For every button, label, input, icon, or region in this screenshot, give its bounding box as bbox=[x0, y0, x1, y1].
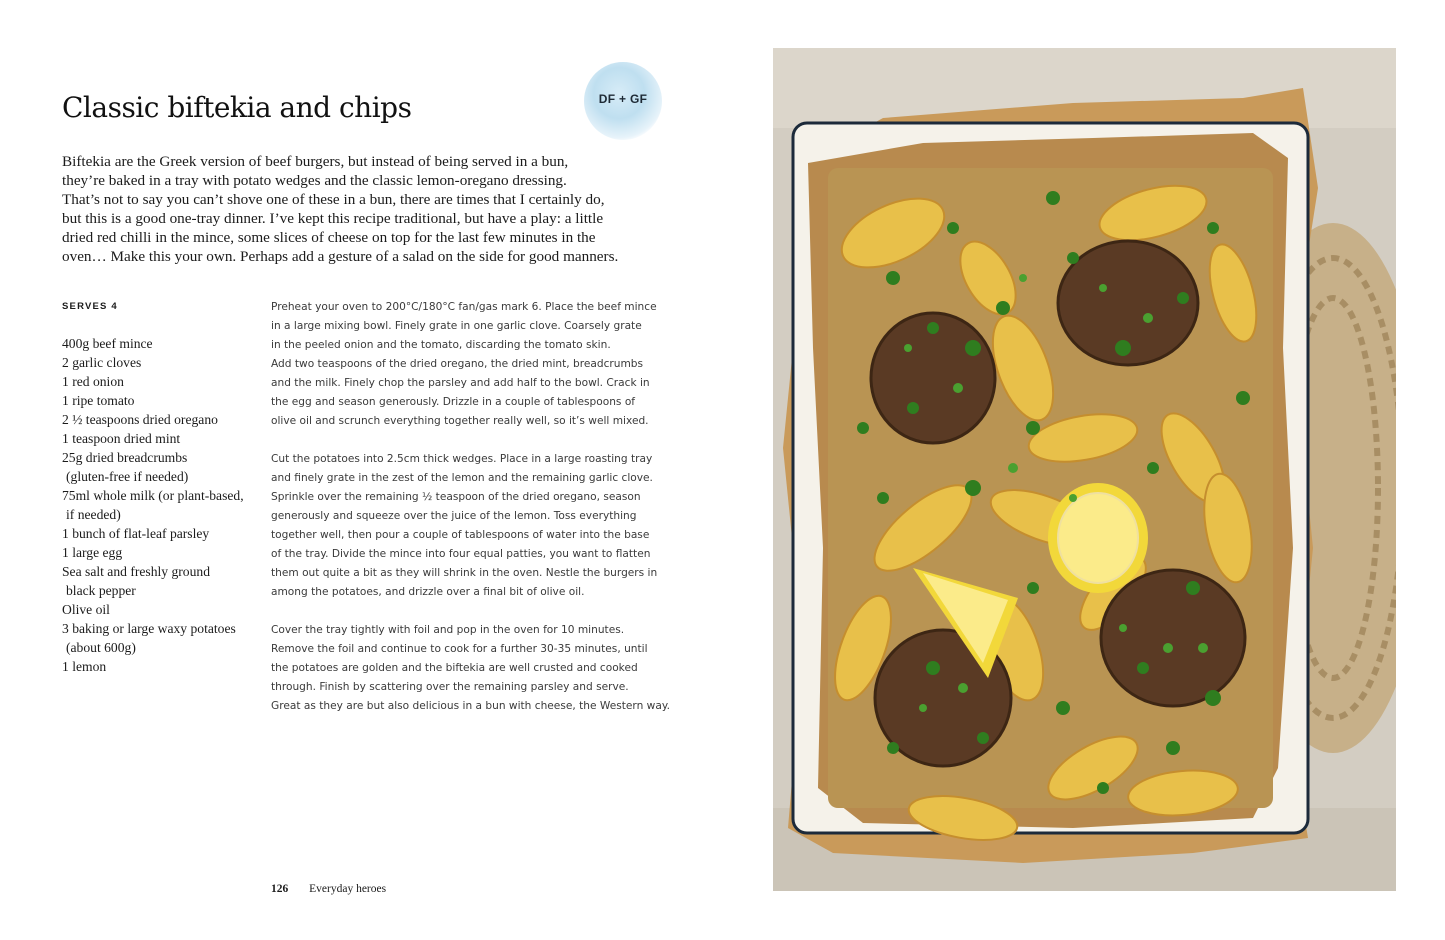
intro-line: dried red chilli in the mince, some slices of cheese on top for the last few minutes in the bbox=[62, 229, 596, 246]
intro-line: Biftekia are the Greek version of beef burgers, but instead of being served in a bun, bbox=[62, 153, 569, 170]
ingredient-item: Sea salt and freshly ground bbox=[62, 564, 210, 579]
ingredient-item: 2 garlic cloves bbox=[62, 355, 142, 370]
ingredient-item: 1 red onion bbox=[62, 374, 124, 389]
method-line: the egg and season generously. Drizzle in a couple of tablespoons of bbox=[271, 396, 636, 408]
intro-line: but this is a good one-tray dinner. I’ve kept this recipe traditional, but have a play: a little bbox=[62, 210, 604, 227]
page-number: 126 bbox=[271, 883, 289, 895]
page-footer bbox=[271, 883, 386, 895]
method-line: and finely grate in the zest of the lemon and the remaining garlic clove. bbox=[271, 472, 653, 484]
ingredient-item: 1 lemon bbox=[62, 659, 107, 674]
method-line: Cut the potatoes into 2.5cm thick wedges. Place in a large roasting tray bbox=[271, 453, 653, 465]
food-photo-illustration bbox=[773, 48, 1396, 891]
dietary-badge bbox=[584, 62, 662, 140]
ingredient-item-continued: if needed) bbox=[66, 507, 121, 522]
serves-label: SERVES 4 bbox=[62, 301, 118, 312]
ingredient-item: 75ml whole milk (or plant-based, bbox=[62, 488, 244, 503]
intro-line: That’s not to say you can’t shove one of these in a bun, there are times that I certainly do, bbox=[62, 191, 605, 208]
method-line: Sprinkle over the remaining ½ teaspoon of the dried oregano, season bbox=[271, 491, 641, 503]
ingredient-item: 1 teaspoon dried mint bbox=[62, 431, 181, 446]
section-name: Everyday heroes bbox=[309, 883, 387, 895]
ingredient-item: Olive oil bbox=[62, 602, 110, 617]
method-line: generously and squeeze over the juice of the lemon. Toss everything bbox=[271, 510, 637, 522]
method-line: Cover the tray tightly with foil and pop in the oven for 10 minutes. bbox=[271, 624, 625, 636]
method-line: Remove the foil and continue to cook for a further 30-35 minutes, until bbox=[271, 643, 648, 655]
dietary-badge-label: DF + GF bbox=[598, 92, 648, 106]
ingredient-item: 1 ripe tomato bbox=[62, 393, 135, 408]
method-line: in the peeled onion and the tomato, discarding the tomato skin. bbox=[271, 339, 611, 351]
recipe-title: Classic biftekia and chips bbox=[62, 90, 412, 124]
ingredient-item: 3 baking or large waxy potatoes bbox=[62, 621, 236, 636]
method-steps bbox=[271, 298, 671, 735]
ingredient-item-continued: (about 600g) bbox=[66, 640, 136, 655]
method-line: among the potatoes, and drizzle over a final bit of olive oil. bbox=[271, 586, 585, 598]
method-line: of the tray. Divide the mince into four equal patties, you want to flatten bbox=[271, 548, 651, 560]
intro-line: oven… Make this your own. Perhaps add a gesture of a salad on the side for good manners. bbox=[62, 248, 619, 265]
food-photo bbox=[773, 48, 1396, 891]
ingredient-item-continued: black pepper bbox=[66, 583, 136, 598]
method-paragraph bbox=[271, 621, 671, 716]
ingredient-item-continued: (gluten-free if needed) bbox=[66, 469, 189, 484]
ingredient-item: 400g beef mince bbox=[62, 336, 153, 351]
method-line: them out quite a bit as they will shrink in the oven. Nestle the burgers in bbox=[271, 567, 658, 579]
method-paragraph bbox=[271, 450, 671, 602]
recipe-intro bbox=[62, 152, 622, 266]
method-line: the potatoes are golden and the biftekia are well crusted and cooked bbox=[271, 662, 638, 674]
method-line: and the milk. Finely chop the parsley and add half to the bowl. Crack in bbox=[271, 377, 650, 389]
method-line: through. Finish by scattering over the remaining parsley and serve. bbox=[271, 681, 629, 693]
ingredient-list bbox=[62, 334, 262, 676]
method-line: olive oil and scrunch everything together really well, so it’s well mixed. bbox=[271, 415, 649, 427]
method-paragraph bbox=[271, 298, 671, 431]
method-line: Great as they are but also delicious in a bun with cheese, the Western way. bbox=[271, 700, 670, 712]
method-line: Add two teaspoons of the dried oregano, the dried mint, breadcrumbs bbox=[271, 358, 644, 370]
ingredient-item: 25g dried breadcrumbs bbox=[62, 450, 188, 465]
method-line: in a large mixing bowl. Finely grate in one garlic clove. Coarsely grate bbox=[271, 320, 642, 332]
method-line: together well, then pour a couple of tablespoons of water into the base bbox=[271, 529, 650, 541]
ingredient-item: 1 large egg bbox=[62, 545, 123, 560]
method-line: Preheat your oven to 200°C/180°C fan/gas mark 6. Place the beef mince bbox=[271, 301, 657, 313]
ingredient-item: 2 ½ teaspoons dried oregano bbox=[62, 412, 218, 427]
ingredient-item: 1 bunch of flat-leaf parsley bbox=[62, 526, 210, 541]
intro-line: they’re baked in a tray with potato wedges and the classic lemon-oregano dressing. bbox=[62, 172, 567, 189]
